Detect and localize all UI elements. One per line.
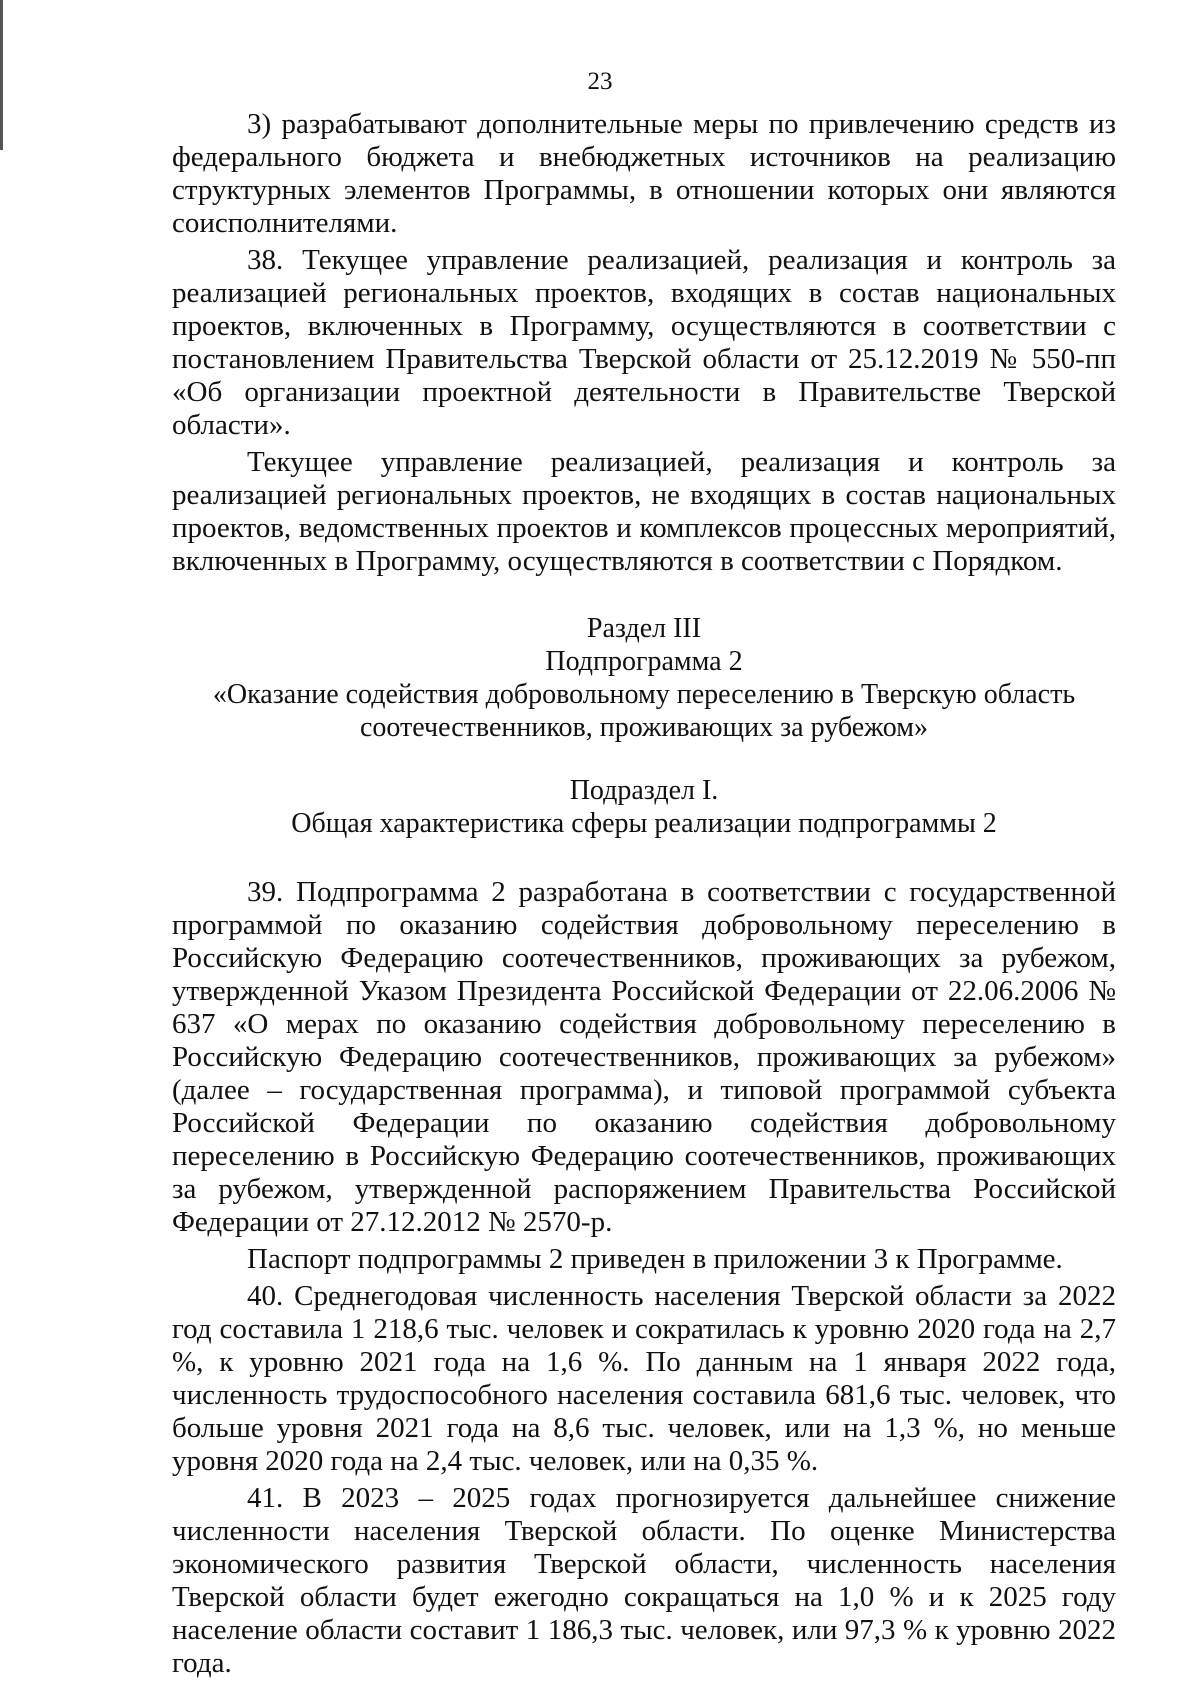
page-number: 23 (587, 68, 613, 95)
subprogram-name-line2: соотечественников, проживающих за рубежом» (360, 712, 928, 743)
page-content (172, 108, 1116, 1680)
subsection-title: Подраздел I. (569, 775, 719, 806)
paragraph-41: 41. В 2023 – 2025 годах прогнозируется дальнейшее снижение численности населения Тверской области. По оценке Министерства экономического развития Тверской области, численность населения Тверской области будет ежегодно сокращаться на 1,0 % и к 2025 году население области составит 1 186,3 тыс. человек, или 97,3 % к уровню 2022 года. (172, 1482, 1116, 1679)
subsection-name: Общая характеристика сферы реализации подпрограммы 2 (291, 808, 997, 839)
paragraph-38: 38. Текущее управление реализацией, реализация и контроль за реализацией региональных проектов, входящих в состав национальных проектов, включенных в Программу, осуществляются в соответствии с постановлением Правительства Тверской области от 25.12.2019 № 550-пп «Об организации проектной деятельности в Правительстве Тверской области». (172, 244, 1116, 441)
section-title: Раздел III (586, 613, 702, 644)
paragraph-39: 39. Подпрограмма 2 разработана в соответствии с государственной программой по оказанию содействия добровольному переселению в Российскую Федерацию соотечественников, проживающих за рубежом, утвержденной Указом Президента Российской Федерации от 22.06.2006 № 637 «О мерах по оказанию содействия добровольному переселению в Российскую Федерацию соотечественников, проживающих за рубежом» (далее – государственная программа), и типовой программой субъекта Российской Федерации по оказанию содействия добровольному переселению в Российскую Федерацию соотечественников, проживающих за рубежом, утвержденной распоряжением Правительства Российской Федерации от 27.12.2012 № 2570-р. (172, 876, 1116, 1238)
subprogram-title: Подпрограмма 2 (545, 646, 743, 677)
paragraph-passport: Паспорт подпрограммы 2 приведен в приложении 3 к Программе. (247, 1243, 1063, 1275)
paragraph-40: 40. Среднегодовая численность населения Тверской области за 2022 год составила 1 218,6 тыс. человек и сократилась к уровню 2020 года на 2,7 %, к уровню 2021 года на 1,6 %. По данным на 1 января 2022 года, численность трудоспособного населения составила 681,6 тыс. человек, что больше уровня 2021 года на 8,6 тыс. человек, или на 1,3 %, но меньше уровня 2020 года на 2,4 тыс. человек, или на 0,35 %. (172, 1280, 1116, 1477)
paragraph-38-continued: Текущее управление реализацией, реализация и контроль за реализацией региональных проектов, не входящих в состав национальных проектов, ведомственных проектов и комплексов процессных мероприятий, включенных в Программу, осуществляются в соответствии с Порядком. (172, 446, 1116, 577)
subprogram-name-line1: «Оказание содействия добровольному переселению в Тверскую область (212, 679, 1076, 710)
paragraph-item-3: 3) разрабатывают дополнительные меры по привлечению средств из федерального бюджета и внебюджетных источников на реализацию структурных элементов Программы, в отношении которых они являются соисполнителями. (172, 108, 1116, 239)
